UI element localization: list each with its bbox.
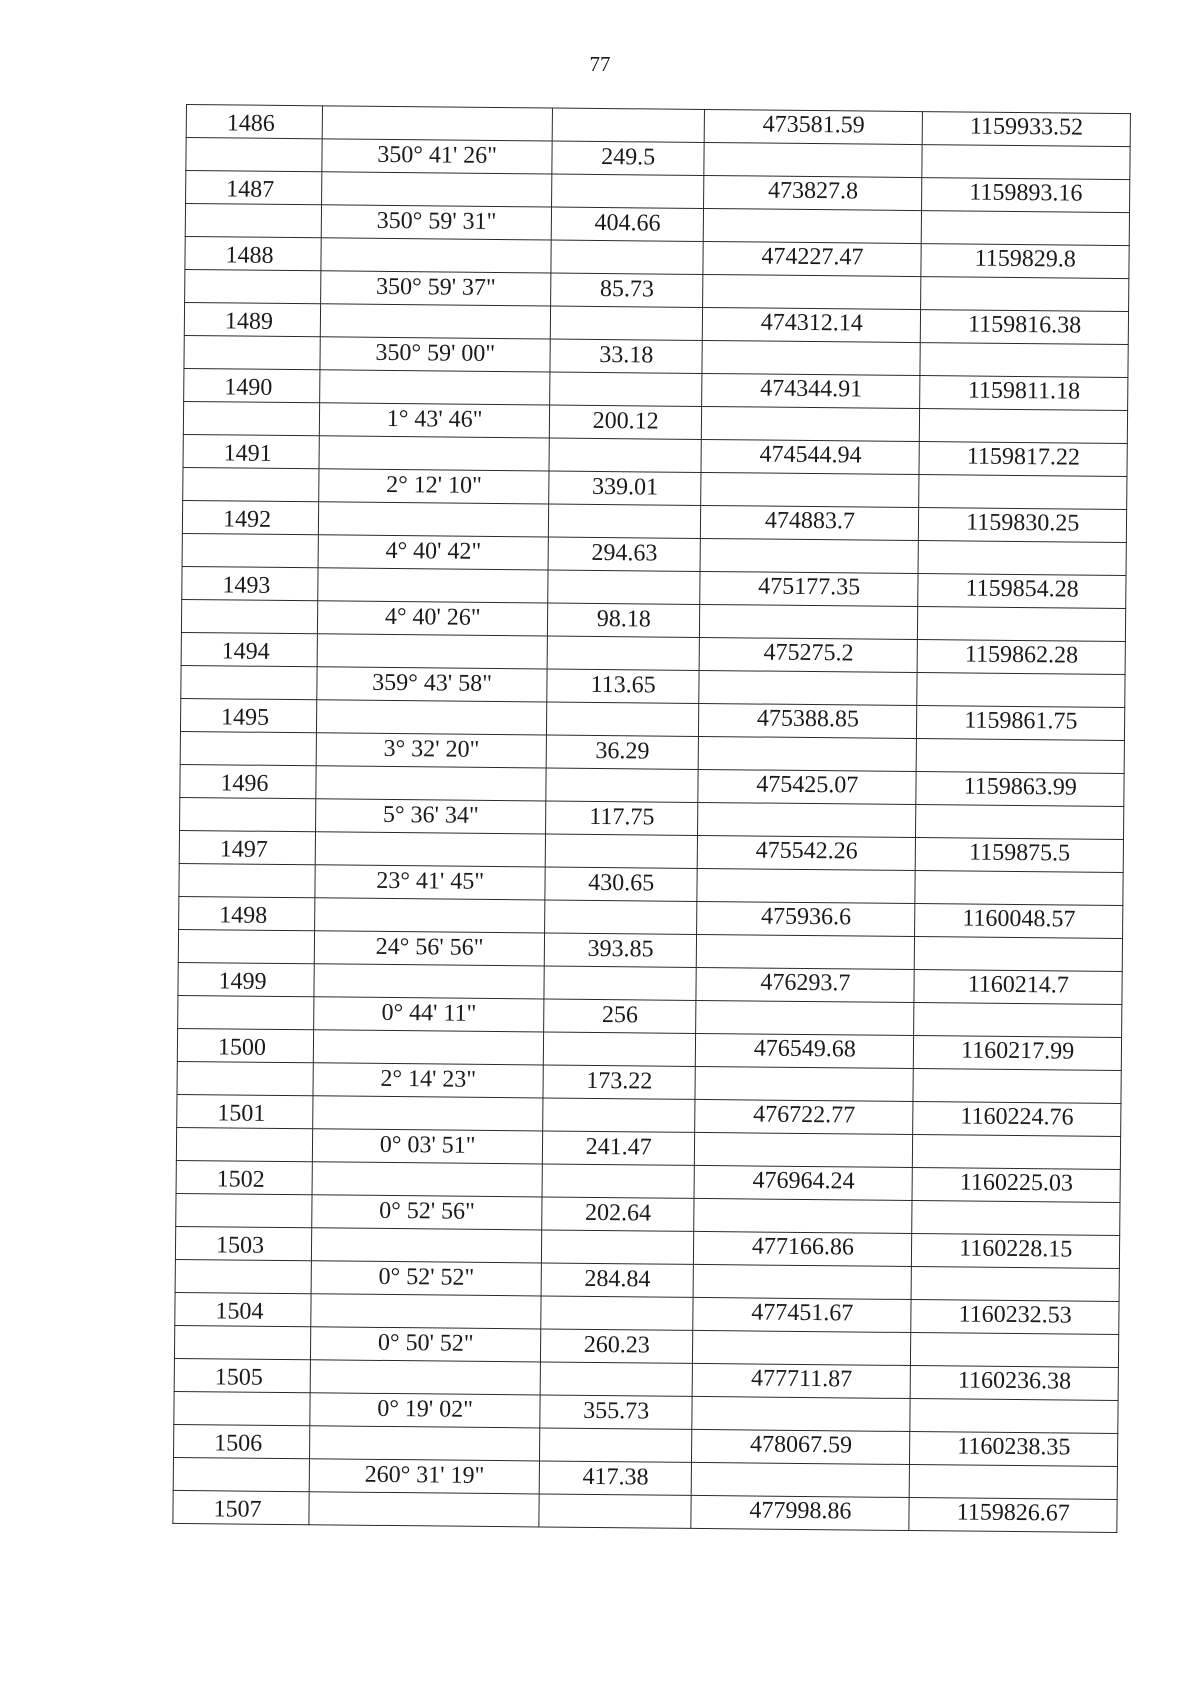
empty-y-cell — [910, 1465, 1118, 1500]
y-coordinate-cell: 1159811.18 — [920, 376, 1128, 411]
empty-point-cell — [174, 1325, 311, 1359]
point-number-cell: 1494 — [181, 632, 318, 666]
empty-distance-cell — [549, 438, 701, 472]
empty-bearing-cell — [318, 568, 548, 603]
distance-cell: 98.18 — [548, 603, 700, 637]
empty-x-cell — [697, 868, 915, 903]
empty-y-cell — [913, 1069, 1121, 1104]
y-coordinate-cell: 1160224.76 — [913, 1102, 1121, 1137]
empty-distance-cell — [550, 306, 702, 340]
x-coordinate-cell: 478067.59 — [692, 1429, 910, 1464]
distance-cell: 355.73 — [540, 1395, 692, 1429]
distance-cell: 117.75 — [546, 801, 698, 835]
x-coordinate-cell: 474344.91 — [702, 373, 920, 408]
distance-cell: 284.84 — [541, 1263, 693, 1297]
empty-x-cell — [698, 736, 916, 771]
empty-bearing-cell — [320, 370, 550, 405]
empty-distance-cell — [545, 900, 697, 934]
empty-point-cell — [183, 401, 320, 435]
distance-cell: 249.5 — [552, 141, 704, 175]
empty-bearing-cell — [321, 238, 551, 273]
empty-x-cell — [701, 472, 919, 507]
empty-bearing-cell — [313, 1096, 543, 1131]
empty-x-cell — [702, 406, 920, 441]
distance-cell: 417.38 — [539, 1461, 691, 1495]
empty-distance-cell — [548, 504, 700, 538]
x-coordinate-cell: 476722.77 — [695, 1099, 913, 1134]
distance-cell: 430.65 — [545, 867, 697, 901]
empty-y-cell — [915, 937, 1123, 972]
empty-point-cell — [178, 995, 315, 1029]
empty-distance-cell — [540, 1428, 692, 1462]
bearing-cell: 4° 40' 42" — [318, 535, 548, 570]
distance-cell: 36.29 — [546, 735, 698, 769]
point-number-cell: 1492 — [182, 500, 319, 534]
point-number-cell: 1490 — [184, 368, 321, 402]
y-coordinate-cell: 1160214.7 — [914, 970, 1122, 1005]
empty-y-cell — [918, 607, 1126, 642]
page-number: 77 — [589, 52, 611, 76]
empty-y-cell — [920, 343, 1128, 378]
empty-distance-cell — [542, 1164, 694, 1198]
distance-cell: 339.01 — [549, 471, 701, 505]
empty-bearing-cell — [316, 766, 546, 801]
empty-point-cell — [181, 599, 318, 633]
empty-point-cell — [174, 1391, 311, 1425]
empty-x-cell — [695, 1132, 913, 1167]
x-coordinate-cell: 476293.7 — [696, 967, 914, 1002]
empty-y-cell — [913, 1135, 1121, 1170]
distance-cell: 85.73 — [551, 273, 703, 307]
empty-bearing-cell — [317, 634, 547, 669]
bearing-cell: 5° 36' 34" — [316, 799, 546, 834]
empty-distance-cell — [544, 966, 696, 1000]
distance-cell: 113.65 — [547, 669, 699, 703]
y-coordinate-cell: 1159830.25 — [919, 508, 1127, 543]
empty-bearing-cell — [315, 898, 545, 933]
y-coordinate-cell: 1159863.99 — [916, 772, 1124, 807]
empty-y-cell — [921, 277, 1129, 312]
empty-point-cell — [177, 1061, 314, 1095]
empty-x-cell — [691, 1462, 909, 1497]
empty-distance-cell — [545, 834, 697, 868]
point-number-cell: 1497 — [179, 830, 316, 864]
empty-point-cell — [180, 731, 317, 765]
bearing-cell: 1° 43' 46" — [320, 403, 550, 438]
empty-y-cell — [922, 211, 1130, 246]
empty-y-cell — [918, 541, 1126, 576]
bearing-cell: 350° 59' 31" — [321, 205, 551, 240]
bearing-cell: 0° 52' 52" — [311, 1261, 541, 1296]
y-coordinate-cell: 1160228.15 — [912, 1234, 1120, 1269]
x-coordinate-cell: 474544.94 — [701, 439, 919, 474]
point-number-cell: 1498 — [179, 896, 316, 930]
empty-distance-cell — [540, 1362, 692, 1396]
empty-bearing-cell — [319, 436, 549, 471]
empty-x-cell — [699, 670, 917, 705]
y-coordinate-cell: 1159861.75 — [917, 706, 1125, 741]
bearing-cell: 2° 12' 10" — [319, 469, 549, 504]
empty-y-cell — [919, 475, 1127, 510]
empty-x-cell — [694, 1198, 912, 1233]
empty-x-cell — [698, 802, 916, 837]
empty-x-cell — [700, 538, 918, 573]
x-coordinate-cell: 473827.8 — [704, 175, 922, 210]
distance-cell: 241.47 — [542, 1131, 694, 1165]
empty-bearing-cell — [309, 1492, 539, 1527]
y-coordinate-cell: 1159933.52 — [923, 112, 1131, 147]
bearing-cell: 350° 59' 00" — [320, 337, 550, 372]
bearing-cell: 0° 52' 56" — [312, 1195, 542, 1230]
empty-point-cell — [186, 138, 323, 172]
empty-x-cell — [700, 604, 918, 639]
x-coordinate-cell: 477998.86 — [691, 1495, 909, 1530]
empty-distance-cell — [552, 174, 704, 208]
y-coordinate-cell: 1159816.38 — [921, 310, 1129, 345]
empty-bearing-cell — [312, 1162, 542, 1197]
distance-cell: 260.23 — [541, 1329, 693, 1363]
empty-y-cell — [922, 145, 1130, 180]
distance-cell: 33.18 — [550, 339, 702, 373]
y-coordinate-cell: 1160225.03 — [912, 1168, 1120, 1203]
empty-x-cell — [692, 1396, 910, 1431]
empty-x-cell — [695, 1066, 913, 1101]
y-coordinate-cell: 1160048.57 — [915, 904, 1123, 939]
y-coordinate-cell: 1159893.16 — [922, 178, 1130, 213]
empty-x-cell — [696, 1000, 914, 1035]
x-coordinate-cell: 475542.26 — [697, 835, 915, 870]
y-coordinate-cell: 1159862.28 — [918, 640, 1126, 675]
coordinate-table-wrapper — [172, 104, 1131, 1533]
bearing-cell: 350° 59' 37" — [321, 271, 551, 306]
y-coordinate-cell: 1159875.5 — [916, 838, 1124, 873]
empty-point-cell — [182, 533, 319, 567]
bearing-cell: 4° 40' 26" — [318, 601, 548, 636]
point-number-cell: 1496 — [180, 764, 317, 798]
empty-x-cell — [703, 208, 921, 243]
y-coordinate-cell: 1159817.22 — [919, 442, 1127, 477]
coordinate-table-body — [173, 105, 1131, 1533]
empty-point-cell — [175, 1259, 312, 1293]
empty-distance-cell — [551, 240, 703, 274]
empty-point-cell — [184, 335, 321, 369]
point-number-cell: 1499 — [178, 962, 315, 996]
empty-y-cell — [917, 739, 1125, 774]
point-number-cell: 1507 — [173, 1490, 310, 1524]
empty-bearing-cell — [317, 700, 547, 735]
empty-bearing-cell — [312, 1228, 542, 1263]
empty-point-cell — [176, 1193, 313, 1227]
empty-distance-cell — [550, 372, 702, 406]
empty-y-cell — [911, 1333, 1119, 1368]
empty-y-cell — [912, 1267, 1120, 1302]
point-number-cell: 1487 — [186, 171, 323, 205]
bearing-cell: 3° 32' 20" — [316, 733, 546, 768]
empty-y-cell — [912, 1201, 1120, 1236]
empty-x-cell — [697, 934, 915, 969]
point-number-cell: 1488 — [185, 236, 322, 270]
bearing-cell: 0° 44' 11" — [314, 997, 544, 1032]
distance-cell: 294.63 — [548, 537, 700, 571]
empty-x-cell — [704, 142, 922, 177]
empty-y-cell — [916, 805, 1124, 840]
x-coordinate-cell: 477711.87 — [692, 1363, 910, 1398]
empty-bearing-cell — [310, 1360, 540, 1395]
bearing-cell: 0° 50' 52" — [311, 1327, 541, 1362]
y-coordinate-cell: 1160217.99 — [914, 1036, 1122, 1071]
empty-point-cell — [179, 863, 316, 897]
bearing-cell: 359° 43' 58" — [317, 667, 547, 702]
distance-cell: 404.66 — [551, 207, 703, 241]
bearing-cell: 24° 56' 56" — [314, 931, 544, 966]
point-number-cell: 1505 — [174, 1358, 311, 1392]
y-coordinate-cell: 1160238.35 — [910, 1432, 1118, 1467]
empty-distance-cell — [546, 768, 698, 802]
empty-x-cell — [693, 1330, 911, 1365]
empty-x-cell — [703, 274, 921, 309]
empty-x-cell — [702, 340, 920, 375]
distance-cell: 256 — [544, 999, 696, 1033]
bearing-cell: 0° 03' 51" — [313, 1129, 543, 1164]
y-coordinate-cell: 1159854.28 — [918, 574, 1126, 609]
empty-bearing-cell — [320, 304, 550, 339]
empty-point-cell — [183, 467, 320, 501]
bearing-cell: 2° 14' 23" — [313, 1063, 543, 1098]
point-number-cell: 1500 — [177, 1028, 314, 1062]
point-number-cell: 1501 — [177, 1094, 314, 1128]
empty-distance-cell — [543, 1098, 695, 1132]
y-coordinate-cell: 1159826.67 — [909, 1498, 1117, 1533]
y-coordinate-cell: 1160232.53 — [911, 1300, 1119, 1335]
empty-distance-cell — [539, 1494, 691, 1528]
empty-point-cell — [185, 204, 322, 238]
x-coordinate-cell: 477166.86 — [694, 1231, 912, 1266]
distance-cell: 202.64 — [542, 1197, 694, 1231]
empty-distance-cell — [547, 636, 699, 670]
empty-bearing-cell — [311, 1294, 541, 1329]
bearing-cell: 260° 31' 19" — [309, 1459, 539, 1494]
empty-distance-cell — [541, 1296, 693, 1330]
empty-bearing-cell — [314, 964, 544, 999]
x-coordinate-cell: 475425.07 — [698, 769, 916, 804]
empty-bearing-cell — [319, 502, 549, 537]
empty-y-cell — [910, 1399, 1118, 1434]
empty-y-cell — [915, 871, 1123, 906]
x-coordinate-cell: 475388.85 — [699, 703, 917, 738]
empty-point-cell — [185, 269, 322, 303]
x-coordinate-cell: 476964.24 — [694, 1165, 912, 1200]
x-coordinate-cell: 475936.6 — [697, 901, 915, 936]
y-coordinate-cell: 1160236.38 — [911, 1366, 1119, 1401]
y-coordinate-cell: 1159829.8 — [921, 244, 1129, 279]
empty-distance-cell — [552, 108, 704, 142]
empty-point-cell — [176, 1127, 313, 1161]
x-coordinate-cell: 475275.2 — [699, 637, 917, 672]
point-number-cell: 1491 — [183, 434, 320, 468]
empty-distance-cell — [547, 702, 699, 736]
x-coordinate-cell: 473581.59 — [704, 109, 922, 144]
x-coordinate-cell: 474312.14 — [703, 307, 921, 342]
x-coordinate-cell: 476549.68 — [696, 1033, 914, 1068]
x-coordinate-cell: 474227.47 — [703, 241, 921, 276]
point-number-cell: 1486 — [186, 105, 323, 139]
point-number-cell: 1495 — [180, 698, 317, 732]
distance-cell: 393.85 — [544, 933, 696, 967]
empty-distance-cell — [543, 1032, 695, 1066]
empty-bearing-cell — [314, 1030, 544, 1065]
empty-y-cell — [914, 1003, 1122, 1038]
x-coordinate-cell: 474883.7 — [701, 505, 919, 540]
point-number-cell: 1504 — [175, 1292, 312, 1326]
coordinate-table — [172, 104, 1131, 1533]
empty-distance-cell — [548, 570, 700, 604]
distance-cell: 200.12 — [549, 405, 701, 439]
empty-y-cell — [920, 409, 1128, 444]
bearing-cell: 350° 41' 26" — [322, 139, 552, 174]
point-number-cell: 1502 — [176, 1160, 313, 1194]
empty-y-cell — [917, 673, 1125, 708]
x-coordinate-cell: 475177.35 — [700, 571, 918, 606]
empty-distance-cell — [541, 1230, 693, 1264]
distance-cell: 173.22 — [543, 1065, 695, 1099]
bearing-cell: 0° 19' 02" — [310, 1393, 540, 1428]
point-number-cell: 1489 — [184, 302, 321, 336]
empty-point-cell — [173, 1457, 310, 1491]
bearing-cell: 23° 41' 45" — [315, 865, 545, 900]
empty-point-cell — [178, 929, 315, 963]
empty-bearing-cell — [310, 1426, 540, 1461]
point-number-cell: 1493 — [182, 566, 319, 600]
empty-point-cell — [180, 797, 317, 831]
empty-x-cell — [693, 1264, 911, 1299]
empty-point-cell — [181, 665, 318, 699]
point-number-cell: 1506 — [174, 1424, 311, 1458]
point-number-cell: 1503 — [175, 1226, 312, 1260]
x-coordinate-cell: 477451.67 — [693, 1297, 911, 1332]
empty-bearing-cell — [322, 172, 552, 207]
empty-bearing-cell — [315, 832, 545, 867]
empty-bearing-cell — [322, 106, 552, 141]
